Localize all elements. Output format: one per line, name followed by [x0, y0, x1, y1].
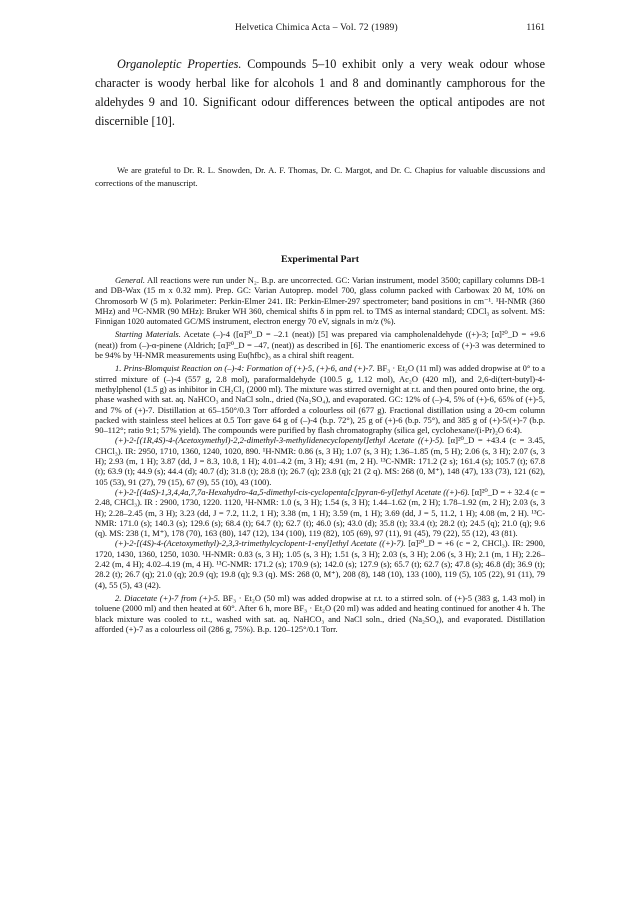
starting-materials-paragraph: [95, 329, 545, 360]
step1-text: BF₃ · Et₂O (11 ml) was added dropwise at 0° to a stirred mixture of (–)-4 (557 g, 2.8 mol), paraformaldehyde (100.5 g, 1.12 mol), Ac₂O (420 ml), and 2,6-di(tert-butyl)-4-methylphenol (1.5 g) as inhibitor in CH₂Cl₂ (2000 ml). The mixture was stirred overnight at r.t. and then poured onto brine, the org. phase washed with sat. aq. NaHCO₃ and NaCl soln., dried (Na₂SO₄), and evaporated. GC: 12% of (–)-4, 5% of (+)-6, 65% of (+)-5, and 7% of (+)-7. Distillation at 65–150°/0.3 Torr afforded a colourless oil (677 g). Fractional distillation using a 20-cm column packed with stainless steel helices at 0.5 Torr gave 64 g of (–)-4 (b.p. 72°), 25 g of (+)-6 (b.p. 75°), and 385 g of (+)-5/(+)-7 (b.p. 90–112°; ratio 9:1; 57% yield). The compounds were purified by flash chromatography (silica gel, cyclohexane/(i-Pr)₂O 6:4).: [95, 363, 545, 436]
step2-text: BF₃ · Et₂O (50 ml) was added dropwise at r.t. to a stirred soln. of (+)-5 (383 g, 1.43 mol) in toluene (2000 ml) and then heated at 60°. After 6 h, more BF₃ · Et₂O (20 ml) was added and heating continued for another 4 h. The black mixture was cooled to r.t., washed with sat. aq. NaHCO₃ and NaCl soln., dried (Na₂SO₄), and evaporated. Distillation afforded (+)-7 as a colourless oil (286 g, 75%). B.p. 120–125°/0.1 Torr.: [95, 592, 545, 634]
compound-5-data: [α]²⁰_D = +43.4 (c = 3.45, CHCl₃). IR: 2950, 1710, 1360, 1240, 1020, 890. ¹H-NMR: 0.86 (s, 3 H); 1.07 (s, 3 H); 1.36–1.85 (m, 5 H); 2.06 (s, 3 H); 2.07 (s, 3 H); 2.93 (m, 1 H); 3.87 (dd, J = 8.3, 10.8, 1 H); 4.01–4.2 (m, 3 H); 4.91 (m, 2 H). ¹³C-NMR: 171.2 (2 s); 161.4 (s); 105.7 (t); 67.8 (t); 63.9 (t); 44.9 (s); 44.4 (d); 40.7 (d); 31.8 (t); 28.8 (t); 26.7 (q); 23.8 (q); 21 (2 q). MS: 268 (0, M⁺), 148 (47), 133 (73), 121 (62), 105 (53), 91 (27), 79 (15), 67 (9), 55 (10), 43 (100).: [95, 435, 546, 487]
step2-heading: 2. Diacetate (+)-7 from (+)-5.: [115, 592, 221, 603]
step2-paragraph: [95, 593, 545, 634]
organoleptic-heading: Organoleptic Properties.: [117, 57, 242, 71]
compound-7-data: [α]²⁰_D = +6 (c = 2, CHCl₃). IR: 2900, 1720, 1430, 1360, 1250, 1030. ¹H-NMR: 0.83 (s, 3 H); 1.05 (s, 3 H); 1.51 (s, 3 H); 2.03 (s, 3 H); 2.06 (s, 3 H); 2.1 (m, 1 H); 2.26–2.42 (m, 4 H); 4.02–4.19 (m, 4 H). ¹³C-NMR: 171.2 (s); 170.9 (s); 142.0 (s); 127.9 (s); 65.7 (t); 62.7 (s); 47.8 (s); 46.8 (d); 36.9 (t); 28.2 (t); 26.7 (q); 21.0 (q); 20.9 (q); 19.8 (q); 9.3 (q). MS: 268 (0, M⁺), 208 (8), 148 (10), 133 (100), 119 (5), 105 (22), 91 (11), 79 (4), 55 (5), 43 (42).: [95, 538, 545, 590]
organoleptic-paragraph: [95, 55, 545, 131]
general-text: All reactions were run under N₂. B.p. are uncorrected. GC: Varian instrument, model 3500; capillary columns DB-1 and DB-Wax (15 m x 0.32 mm). Prep. GC: Varian Autoprep. model 700, glass column packed with Carbowax 20 M, 10% on Chromosorb W (5 m). Polarimeter: Perkin-Elmer 241. IR: Perkin-Elmer-297 spectrometer; band positions in cm⁻¹. ¹H-NMR (360 MHz) and ¹³C-NMR (90 MHz): Bruker WH 360, chemical shifts δ in ppm rel. to TMS as internal standard; CDCl₃ as solvent. MS: Finnigan 1020 automated GC/MS instrument, electron energy 70 eV, signals in m/z (%).: [95, 275, 546, 327]
step1-heading: 1. Prins-Blomquist Reaction on (–)-4: Formation of (+)-5, (+)-6, and (+)-7.: [115, 363, 375, 374]
organoleptic-text: Compounds 5–10 exhibit only a very weak odour whose character is woody herbal like for alcohols 1 and 8 and dominantly camphorous for the aldehydes 9 and 10. Significant odour differences between the optical antipodes are not discernible [10].: [95, 57, 545, 128]
compound-7-name: (+)-2-[(4S)-4-(Acetoxymethyl)-2,3,3-trimethylcyclopent-1-enyl]ethyl Acetate ((+)-7).: [115, 538, 406, 549]
starting-materials-text: Acetate (–)-4 ([α]²⁰_D = –2.1 (neat)) [5] was prepared via campholenaldehyde ((+)-3; [α]²⁰_D = +9.6 (neat)) from (–)-α-pinene (Aldrich; [α]²⁰_D = –47, (neat)) as described in [6]. The enantiomeric excess of (+)-3 was determined to be 94% by ¹H-NMR measurements using Eu(hfbc)₃ as a chiral shift reagent.: [95, 329, 545, 361]
compound-6-name: (+)-2-[(4aS)-1,3,4,4a,7,7a-Hexahydro-4a,5-dimethyl-cis-cyclopenta[c]pyran-6-yl]ethyl Acetate ((+)-6).: [115, 486, 470, 497]
starting-materials-heading: Starting Materials.: [115, 329, 181, 340]
page-number: 1161: [526, 23, 545, 33]
experimental-body: [95, 275, 545, 634]
step1-paragraph: [95, 363, 545, 435]
section-heading-experimental: Experimental Part: [280, 254, 360, 265]
compound-5-name: (+)-2-[(1R,4S)-4-(Acetoxymethyl)-2,2-dimethyl-3-methylidenecyclopentyl]ethyl Acetate ((+)-5).: [115, 435, 445, 446]
running-title: Helvetica Chimica Acta – Vol. 72 (1989): [235, 23, 398, 33]
general-heading: General.: [115, 275, 145, 285]
compound-6-data: [α]²⁰_D = + 32.4 (c = 2.48, CHCl₃). IR : 2900, 1730, 1220. 1120, ¹H-NMR: 1.0 (s, 3 H); 1.54 (s, 3 H); 1.44–1.62 (m, 2 H); 1.78–1.92 (m, 2 H); 2.03 (s, 3 H); 2.28–2.45 (m, 3 H); 3.23 (dd, J = 7.2, 11.2, 1 H); 3.38 (m, 1 H); 3.59 (m, 1 H); 3.69 (dd, J = 5, 11.2, 1 H); 4.08 (m, 2 H). ¹³C-NMR: 171.0 (s); 140.3 (s); 129.6 (s); 68.4 (t); 64.7 (t); 62.7 (t); 46.0 (s); 43.0 (d); 35.8 (t); 33.4 (t); 28.2 (t); 24.5 (q); 21.0 (q); 9.6 (q). MS: 238 (1, M⁺), 178 (70), 163 (80), 147 (12), 134 (100), 119 (82), 105 (69), 97 (11), 91 (45), 79 (22), 55 (12), 43 (81).: [95, 486, 545, 539]
page-header: [95, 23, 545, 37]
compound-7-paragraph: [95, 538, 545, 589]
general-paragraph: [95, 275, 545, 326]
compound-6-paragraph: [95, 487, 545, 538]
compound-5-paragraph: [95, 435, 545, 486]
acknowledgement: We are grateful to Dr. R. L. Snowden, Dr. A. F. Thomas, Dr. C. Margot, and Dr. C. Chapius for valuable discussions and corrections of the manuscript.: [95, 165, 545, 188]
